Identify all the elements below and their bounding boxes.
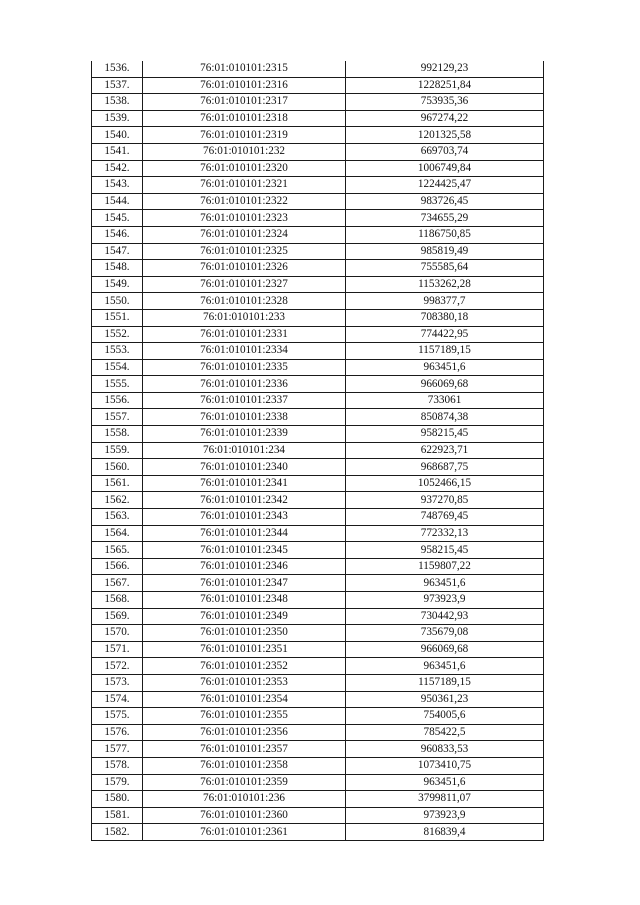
table-body [92,61,544,840]
cadastral-value-cell: 1073410,75 [346,757,544,774]
cadastral-value-cell: 1201325,58 [346,127,544,144]
cadastral-value-table [91,61,544,841]
cadastral-number-cell: 76:01:010101:2321 [143,177,346,194]
cadastral-number-cell: 76:01:010101:2342 [143,492,346,509]
row-number-cell: 1570. [92,625,143,642]
cadastral-number-cell: 76:01:010101:2339 [143,426,346,443]
table-row [92,442,544,459]
row-number-cell: 1549. [92,276,143,293]
cadastral-number-cell: 76:01:010101:2340 [143,459,346,476]
table-row [92,276,544,293]
table-row [92,260,544,277]
table-row [92,343,544,360]
row-number-cell: 1562. [92,492,143,509]
cadastral-number-cell: 76:01:010101:2357 [143,741,346,758]
cadastral-value-cell: 1157189,15 [346,343,544,360]
table-row [92,791,544,808]
row-number-cell: 1574. [92,691,143,708]
table-row [92,426,544,443]
cadastral-value-cell: 973923,9 [346,592,544,609]
cadastral-value-cell: 1159807,22 [346,558,544,575]
cadastral-number-cell: 76:01:010101:2338 [143,409,346,426]
table-row [92,77,544,94]
cadastral-value-cell: 1006749,84 [346,160,544,177]
cadastral-value-cell: 3799811,07 [346,791,544,808]
cadastral-value-cell: 968687,75 [346,459,544,476]
row-number-cell: 1582. [92,824,143,841]
cadastral-number-cell: 76:01:010101:2349 [143,608,346,625]
cadastral-number-cell: 76:01:010101:2337 [143,392,346,409]
table-row [92,592,544,609]
cadastral-value-cell: 966069,68 [346,376,544,393]
row-number-cell: 1556. [92,392,143,409]
cadastral-number-cell: 76:01:010101:2322 [143,193,346,210]
row-number-cell: 1554. [92,359,143,376]
table-row [92,376,544,393]
cadastral-number-cell: 76:01:010101:2323 [143,210,346,227]
cadastral-value-cell: 733061 [346,392,544,409]
row-number-cell: 1573. [92,674,143,691]
table-row [92,724,544,741]
table-row [92,824,544,841]
cadastral-value-cell: 753935,36 [346,94,544,111]
row-number-cell: 1552. [92,326,143,343]
row-number-cell: 1566. [92,558,143,575]
cadastral-value-cell: 1186750,85 [346,226,544,243]
table-row [92,293,544,310]
cadastral-number-cell: 76:01:010101:2351 [143,641,346,658]
cadastral-number-cell: 76:01:010101:2352 [143,658,346,675]
table-row [92,625,544,642]
table-row [92,674,544,691]
row-number-cell: 1567. [92,575,143,592]
row-number-cell: 1580. [92,791,143,808]
table-row [92,691,544,708]
cadastral-value-cell: 774422,95 [346,326,544,343]
row-number-cell: 1577. [92,741,143,758]
row-number-cell: 1551. [92,309,143,326]
table-row [92,160,544,177]
cadastral-value-cell: 754005,6 [346,708,544,725]
row-number-cell: 1540. [92,127,143,144]
cadastral-number-cell: 76:01:010101:2345 [143,542,346,559]
cadastral-number-cell: 76:01:010101:2335 [143,359,346,376]
table-row [92,392,544,409]
row-number-cell: 1553. [92,343,143,360]
cadastral-value-cell: 850874,38 [346,409,544,426]
cadastral-value-cell: 985819,49 [346,243,544,260]
cadastral-value-cell: 1224425,47 [346,177,544,194]
cadastral-number-cell: 76:01:010101:233 [143,309,346,326]
table-row [92,708,544,725]
row-number-cell: 1546. [92,226,143,243]
cadastral-number-cell: 76:01:010101:2317 [143,94,346,111]
cadastral-value-cell: 755585,64 [346,260,544,277]
table-row [92,608,544,625]
table-row [92,177,544,194]
row-number-cell: 1550. [92,293,143,310]
cadastral-number-cell: 76:01:010101:2319 [143,127,346,144]
cadastral-value-cell: 1052466,15 [346,475,544,492]
cadastral-number-cell: 76:01:010101:232 [143,143,346,160]
cadastral-value-cell: 967274,22 [346,110,544,127]
cadastral-value-cell: 816839,4 [346,824,544,841]
row-number-cell: 1542. [92,160,143,177]
row-number-cell: 1547. [92,243,143,260]
table-row [92,409,544,426]
cadastral-number-cell: 76:01:010101:2346 [143,558,346,575]
cadastral-value-cell: 1228251,84 [346,77,544,94]
row-number-cell: 1539. [92,110,143,127]
row-number-cell: 1581. [92,807,143,824]
cadastral-value-cell: 1157189,15 [346,674,544,691]
cadastral-number-cell: 76:01:010101:2358 [143,757,346,774]
row-number-cell: 1558. [92,426,143,443]
row-number-cell: 1578. [92,757,143,774]
cadastral-number-cell: 76:01:010101:2361 [143,824,346,841]
cadastral-number-cell: 76:01:010101:2326 [143,260,346,277]
cadastral-value-cell: 983726,45 [346,193,544,210]
cadastral-value-cell: 963451,6 [346,774,544,791]
cadastral-number-cell: 76:01:010101:2327 [143,276,346,293]
table-row [92,475,544,492]
row-number-cell: 1555. [92,376,143,393]
cadastral-value-cell: 950361,23 [346,691,544,708]
table-row [92,193,544,210]
row-number-cell: 1565. [92,542,143,559]
cadastral-number-cell: 76:01:010101:2360 [143,807,346,824]
row-number-cell: 1543. [92,177,143,194]
cadastral-number-cell: 76:01:010101:234 [143,442,346,459]
cadastral-value-cell: 963451,6 [346,575,544,592]
table-row [92,61,544,77]
table-row [92,542,544,559]
cadastral-number-cell: 76:01:010101:2347 [143,575,346,592]
table-row [92,509,544,526]
cadastral-value-cell: 708380,18 [346,309,544,326]
cadastral-number-cell: 76:01:010101:2334 [143,343,346,360]
row-number-cell: 1545. [92,210,143,227]
table-row [92,326,544,343]
cadastral-number-cell: 76:01:010101:2344 [143,525,346,542]
cadastral-value-cell: 998377,7 [346,293,544,310]
table-row [92,741,544,758]
table-row [92,110,544,127]
cadastral-number-cell: 76:01:010101:2355 [143,708,346,725]
table-row [92,94,544,111]
cadastral-value-cell: 748769,45 [346,509,544,526]
cadastral-number-cell: 76:01:010101:236 [143,791,346,808]
cadastral-value-cell: 785422,5 [346,724,544,741]
cadastral-number-cell: 76:01:010101:2354 [143,691,346,708]
table-row [92,359,544,376]
row-number-cell: 1560. [92,459,143,476]
row-number-cell: 1537. [92,77,143,94]
cadastral-number-cell: 76:01:010101:2348 [143,592,346,609]
table-row [92,757,544,774]
cadastral-value-cell: 960833,53 [346,741,544,758]
table-row [92,558,544,575]
row-number-cell: 1538. [92,94,143,111]
cadastral-value-cell: 966069,68 [346,641,544,658]
cadastral-value-cell: 622923,71 [346,442,544,459]
table-row [92,525,544,542]
cadastral-number-cell: 76:01:010101:2343 [143,509,346,526]
table-row [92,210,544,227]
cadastral-number-cell: 76:01:010101:2341 [143,475,346,492]
row-number-cell: 1559. [92,442,143,459]
cadastral-value-cell: 963451,6 [346,658,544,675]
cadastral-value-cell: 730442,93 [346,608,544,625]
row-number-cell: 1576. [92,724,143,741]
cadastral-number-cell: 76:01:010101:2320 [143,160,346,177]
row-number-cell: 1572. [92,658,143,675]
table-row [92,575,544,592]
row-number-cell: 1569. [92,608,143,625]
cadastral-number-cell: 76:01:010101:2331 [143,326,346,343]
table-row [92,641,544,658]
table-row [92,774,544,791]
row-number-cell: 1579. [92,774,143,791]
table-row [92,807,544,824]
row-number-cell: 1536. [92,61,143,77]
table-row [92,658,544,675]
row-number-cell: 1563. [92,509,143,526]
cadastral-number-cell: 76:01:010101:2325 [143,243,346,260]
table-row [92,492,544,509]
row-number-cell: 1568. [92,592,143,609]
row-number-cell: 1575. [92,708,143,725]
cadastral-number-cell: 76:01:010101:2318 [143,110,346,127]
table-row [92,226,544,243]
table-row [92,309,544,326]
cadastral-value-cell: 963451,6 [346,359,544,376]
row-number-cell: 1564. [92,525,143,542]
row-number-cell: 1548. [92,260,143,277]
row-number-cell: 1557. [92,409,143,426]
cadastral-number-cell: 76:01:010101:2315 [143,61,346,77]
table-row [92,143,544,160]
cadastral-number-cell: 76:01:010101:2328 [143,293,346,310]
cadastral-number-cell: 76:01:010101:2359 [143,774,346,791]
cadastral-value-cell: 958215,45 [346,426,544,443]
cadastral-value-cell: 669703,74 [346,143,544,160]
cadastral-value-cell: 937270,85 [346,492,544,509]
table-row [92,243,544,260]
cadastral-number-cell: 76:01:010101:2324 [143,226,346,243]
cadastral-value-cell: 992129,23 [346,61,544,77]
cadastral-number-cell: 76:01:010101:2356 [143,724,346,741]
cadastral-number-cell: 76:01:010101:2350 [143,625,346,642]
row-number-cell: 1541. [92,143,143,160]
table-row [92,459,544,476]
cadastral-value-cell: 735679,08 [346,625,544,642]
cadastral-number-cell: 76:01:010101:2316 [143,77,346,94]
row-number-cell: 1561. [92,475,143,492]
cadastral-value-cell: 772332,13 [346,525,544,542]
cadastral-value-cell: 734655,29 [346,210,544,227]
row-number-cell: 1571. [92,641,143,658]
cadastral-number-cell: 76:01:010101:2353 [143,674,346,691]
row-number-cell: 1544. [92,193,143,210]
cadastral-value-cell: 973923,9 [346,807,544,824]
cadastral-number-cell: 76:01:010101:2336 [143,376,346,393]
cadastral-value-cell: 958215,45 [346,542,544,559]
cadastral-value-cell: 1153262,28 [346,276,544,293]
table-row [92,127,544,144]
